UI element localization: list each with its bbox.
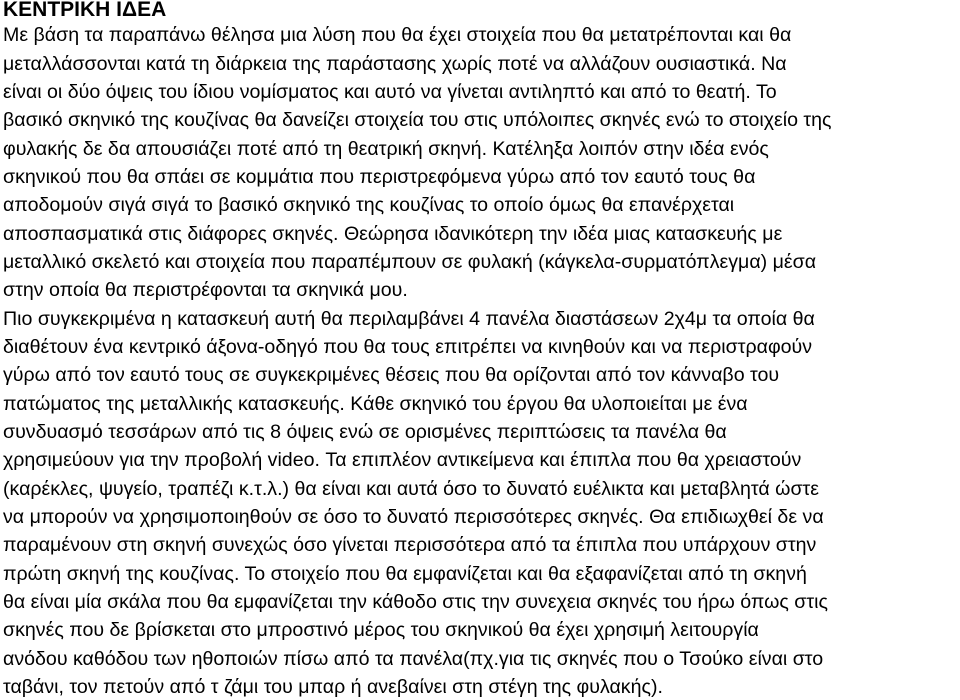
- paragraph-line: (καρέκλες, ψυγείο, τραπέζι κ.τ.λ.) θα είναι και αυτά όσο το δυνατό ευέλικτα και μεταβλητά ώστε: [3, 478, 820, 500]
- paragraph-line: αποδομούν σιγά σιγά το βασικό σκηνικό της κουζίνας το οποίο όμως θα επανέρχεται: [3, 194, 735, 216]
- paragraph-line: Πιο συγκεκριμένα η κατασκευή αυτή θα περιλαμβάνει 4 πανέλα διαστάσεων 2χ4μ τα οποία θα: [3, 308, 815, 330]
- paragraph-line: πρώτη σκηνή της κουζίνας. Το στοιχείο που θα εμφανίζεται και θα εξαφανίζεται από τη σκηνή: [3, 563, 807, 585]
- paragraph-line: αποσπασματικά στις διάφορες σκηνές. Θεώρησα ιδανικότερη την ιδέα μιας κατασκευής με: [3, 223, 783, 245]
- paragraph-line: χρησιμεύουν για την προβολή video. Τα επιπλέον αντικείμενα και έπιπλα που θα χρειαστούν: [3, 449, 802, 471]
- paragraph-line: σκηνές που δε βρίσκεται στο μπροστινό μέρος του σκηνικού θα έχει χρησιμή λειτουργία: [3, 619, 759, 641]
- paragraph-line: συνδυασμό τεσσάρων από τις 8 όψεις ενώ σε ορισμένες περιπτώσεις τα πανέλα θα: [3, 421, 727, 443]
- paragraph-line: πατώματος της μεταλλικής κατασκευής. Κάθε σκηνικό του έργου θα υλοποιείται με ένα: [3, 393, 748, 415]
- paragraph-line: ανόδου καθόδου των ηθοποιών πίσω από τα πανέλα(πχ.για τις σκηνές που ο Τσούκο είναι στο: [3, 648, 824, 670]
- paragraph-line: στην οποία θα περιστρέφονται τα σκηνικά μου.: [3, 279, 408, 301]
- paragraph-line: γύρω από τον εαυτό τους σε συγκεκριμένες θέσεις που θα ορίζονται από τον κάνναβο του: [3, 364, 780, 386]
- paragraph-line: είναι οι δύο όψεις του ίδιου νομίσματος και αυτό να γίνεται αντιληπτό και από το θεατή. Το: [3, 81, 777, 103]
- paragraph-line: να μπορούν να χρησιμοποιηθούν σε όσο το δυνατό περισσότερες σκηνές. Θα επιδιωχθεί δε να: [3, 506, 824, 528]
- paragraph-line: ταβάνι, τον πετούν από τ ζάμι του μπαρ ή ανεβαίνει στη στέγη της φυλακής).: [3, 676, 663, 698]
- paragraph-line: σκηνικού που θα σπάει σε κομμάτια που περιστρεφόμενα γύρω από τον εαυτό τους θα: [3, 166, 756, 188]
- paragraph-line: διαθέτουν ένα κεντρικό άξονα-οδηγό που θα τους επιτρέπει να κινηθούν και να περιστραφούν: [3, 336, 813, 358]
- section-heading: ΚΕΝΤΡΙΚΗ ΙΔΕΑ: [3, 0, 167, 21]
- paragraph-line: Με βάση τα παραπάνω θέλησα μια λύση που θα έχει στοιχεία που θα μετατρέπονται και θα: [3, 24, 792, 46]
- paragraph-line: παραμένουν στη σκηνή συνεχώς όσο γίνεται περισσότερα από τα έπιπλα που υπάρχουν στην: [3, 534, 817, 556]
- paragraph-line: μεταλλάσσονται κατά τη διάρκεια της παράστασης χωρίς ποτέ να αλλάζουν ουσιαστικά. Να: [3, 53, 787, 75]
- paragraph-line: θα είναι μία σκάλα που θα εμφανίζεται την κάθοδο στις την συνεχεια σκηνές του ήρω όπως στις: [3, 591, 828, 613]
- paragraph-line: βασικό σκηνικό της κουζίνας θα δανείζει στοιχεία του στις υπόλοιπες σκηνές ενώ το στοιχείο της: [3, 109, 832, 131]
- paragraph-line: μεταλλικό σκελετό και στοιχεία που παραπέμπουν σε φυλακή (κάγκελα-συρματόπλεγμα) μέσα: [3, 251, 817, 273]
- paragraph-line: φυλακής δε δα απουσιάζει ποτέ από τη θεατρική σκηνή. Κατέληξα λοιπόν στην ιδέα ενός: [3, 138, 769, 160]
